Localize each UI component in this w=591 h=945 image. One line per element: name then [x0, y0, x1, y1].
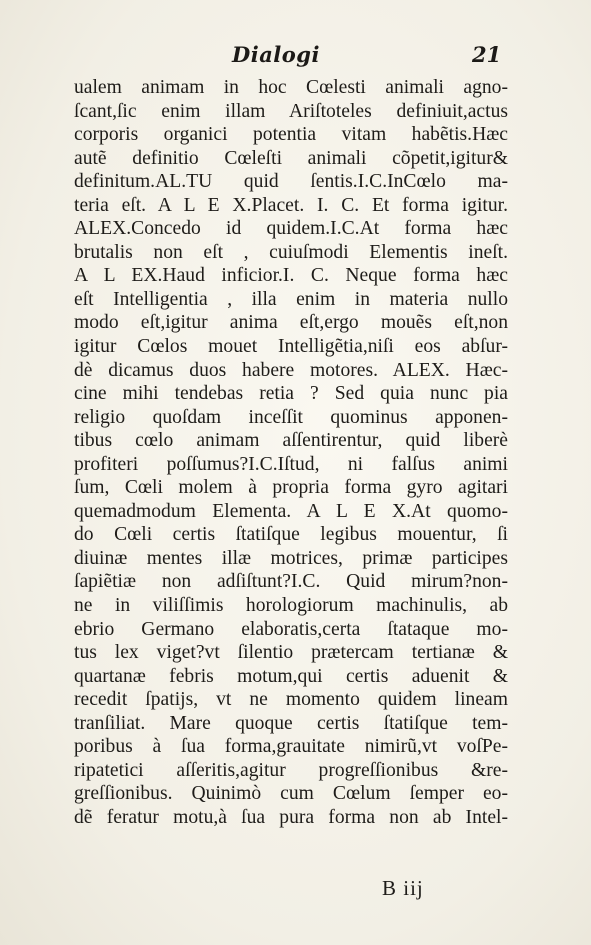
text-line: ALEX.Concedo id quidem.I.C.At forma hæc — [74, 218, 508, 240]
text-line: dè dicamus duos habere motores. ALEX. Hæc- — [74, 359, 508, 381]
text-line: quemadmodum Elementa. A L E X.At quomo- — [74, 500, 508, 522]
body-text — [74, 76, 508, 830]
text-line: quartanæ febris motum,qui certis aduenit & — [74, 665, 508, 687]
text-line: recedit ſpatijs, vt ne momento quidem lineam — [74, 689, 508, 711]
text-line: profiteri poſſumus?I.C.Iſtud, ni falſus animi — [74, 453, 508, 475]
text-line: ripatetici aſſeritis,agitur progreſſionibus &re- — [74, 759, 508, 781]
text-line: diuinæ mentes illæ motrices, primæ participes — [74, 547, 508, 569]
text-line: brutalis non eſt , cuiuſmodi Elementis ineſt. — [74, 241, 508, 263]
text-line: ſcant,ſic enim illam Ariſtoteles definiuit,actus — [74, 100, 508, 122]
text-line: autẽ definitio Cœleſti animali cõpetit,igitur& — [74, 147, 508, 169]
text-line: definitum.AL.TU quid ſentis.I.C.InCœlo ma- — [74, 171, 508, 193]
text-line: ebrio Germano elaboratis,certa ſtataque mo- — [74, 618, 508, 640]
text-line: ſum, Cœli molem à propria forma gyro agitari — [74, 477, 508, 499]
text-line: teria eſt. A L E X.Placet. I. C. Et forma igitur. — [74, 194, 508, 216]
text-line: ſapiẽtiæ non adſiſtunt?I.C. Quid mirum?non- — [74, 571, 508, 593]
text-line: do Cœli certis ſtatiſque legibus mouentur, ſi — [74, 524, 508, 546]
text-line: tranſiliat. Mare quoque certis ſtatiſque tem- — [74, 712, 508, 734]
text-line: religio quoſdam inceſſit quominus apponen- — [74, 406, 508, 428]
text-line: igitur Cœlos mouet Intelligẽtia,niſi eos abſur- — [74, 336, 508, 358]
text-line: ualem animam in hoc Cœlesti animali agno- — [74, 77, 508, 98]
text-line: A L EX.Haud inficior.I. C. Neque forma hæc — [74, 265, 508, 287]
text-line: eſt Intelligentia , illa enim in materia nullo — [74, 288, 508, 310]
signature-mark: B iij — [382, 876, 424, 900]
running-title: Dialogi — [232, 42, 320, 67]
text-line: modo eſt,igitur anima eſt,ergo mouẽs eſt,non — [74, 312, 508, 334]
text-line: greſſionibus. Quinimò cum Cœlum ſemper eo- — [74, 783, 508, 805]
text-line: corporis organici potentia vitam habẽtis.Hæc — [74, 124, 508, 146]
page-number: 21 — [472, 42, 502, 67]
text-line: dẽ feratur motu,à ſua pura forma non ab Intel- — [74, 806, 508, 828]
text-line: cine mihi tendebas retia ? Sed quia nunc pia — [74, 383, 508, 405]
text-line: poribus à ſua forma,grauitate nimirũ,vt voſPe- — [74, 736, 508, 758]
text-line: tibus cœlo animam aſſentirentur, quid liberè — [74, 430, 508, 452]
text-line: tus lex viget?vt ſilentio prætercam tertianæ & — [74, 642, 508, 664]
running-head — [0, 40, 591, 74]
text-line: ne in viliſſimis horologiorum machinulis, ab — [74, 595, 508, 617]
